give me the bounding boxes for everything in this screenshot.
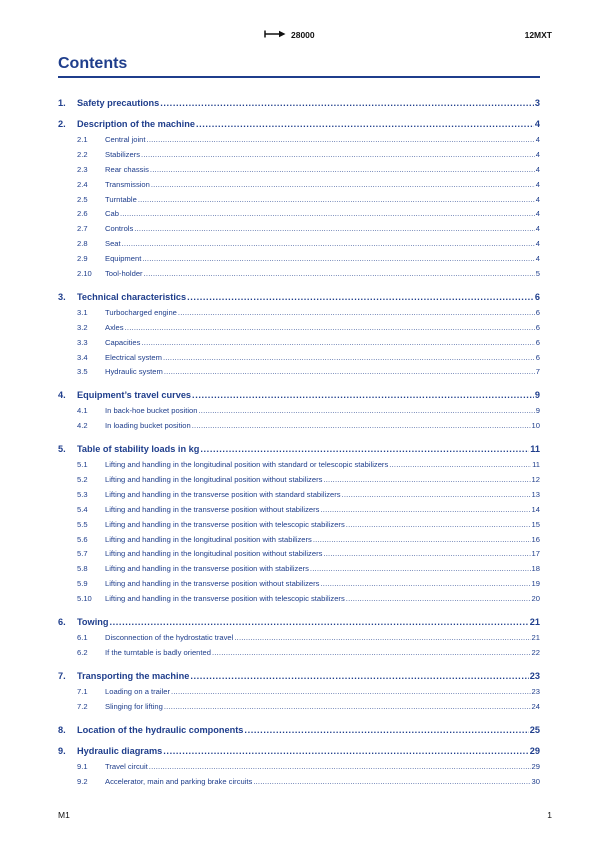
toc-section-entry[interactable] (58, 119, 540, 132)
toc-leader-dots (323, 475, 530, 484)
toc-page-number: 4 (535, 254, 540, 264)
toc-section-entry[interactable] (58, 292, 540, 305)
toc-leader-dots (253, 777, 530, 786)
toc-subsection-title: Lifting and handling in the transverse position with telescopic stabilizers (105, 519, 345, 529)
toc-leader-dots (142, 254, 534, 263)
toc-subsection-title: Lifting and handling in the transverse position without stabilizers (105, 504, 320, 514)
toc-subsection-entry[interactable] (58, 353, 540, 368)
toc-leader-dots (187, 292, 534, 302)
toc-section-entry[interactable] (58, 671, 540, 684)
toc-section-number: 1. (58, 98, 66, 108)
toc-page-number: 4 (535, 209, 540, 219)
toc-subsection-number: 3.2 (77, 322, 88, 332)
toc-leader-dots (346, 520, 531, 529)
toc-leader-dots (163, 353, 535, 362)
toc-section-number: 2. (58, 119, 66, 129)
toc-subsection-title: Turntable (105, 194, 137, 204)
toc-section (58, 390, 540, 436)
toc-subsection-title: Electrical system (105, 352, 162, 362)
toc-subsection-entry[interactable] (58, 323, 540, 338)
toc-page-number: 9 (534, 390, 540, 401)
toc-leader-dots (342, 490, 531, 499)
toc-subsection-entry[interactable] (58, 269, 540, 284)
arrow-to-bar-icon (264, 30, 286, 40)
toc-leader-dots (320, 505, 530, 514)
toc-subsection-entry[interactable] (58, 180, 540, 195)
toc-page-number: 4 (535, 194, 540, 204)
toc-subsection-entry[interactable] (58, 633, 540, 648)
toc-subsection-number: 5.6 (77, 534, 88, 544)
toc-leader-dots (200, 444, 529, 454)
toc-subsection-title: Axles (105, 322, 124, 332)
toc-section (58, 119, 540, 284)
toc-page-number: 7 (535, 367, 540, 377)
toc-subsection-title: Slinging for lifting (105, 701, 163, 711)
toc-page-number: 6 (535, 307, 540, 317)
toc-leader-dots (212, 648, 531, 657)
toc-leader-dots (171, 687, 531, 696)
toc-subsection-title: Rear chassis (105, 164, 149, 174)
toc-page-number: 22 (531, 647, 540, 657)
toc-subsection-number: 5.3 (77, 489, 88, 499)
toc-leader-dots (389, 460, 531, 469)
toc-page-number: 6 (535, 352, 540, 362)
toc-subsection-entry[interactable] (58, 224, 540, 239)
toc-subsection-entry[interactable] (58, 648, 540, 663)
toc-leader-dots (198, 406, 534, 415)
toc-subsection-entry[interactable] (58, 209, 540, 224)
toc-subsection-number: 5.10 (77, 594, 92, 604)
toc-section-title: Transporting the machine (77, 670, 190, 681)
toc-subsection-title: Lifting and handling in the transverse position with telescopic stabilizers (105, 594, 345, 604)
toc-subsection-number: 2.5 (77, 194, 88, 204)
toc-page-number: 30 (531, 776, 540, 786)
toc-subsection-number: 2.9 (77, 254, 88, 264)
toc-subsection-number: 5.4 (77, 504, 88, 514)
toc-leader-dots (122, 239, 535, 248)
toc-page-number: 9 (535, 406, 540, 416)
toc-subsection-entry[interactable] (58, 195, 540, 210)
toc-section-number: 6. (58, 617, 66, 628)
toc-subsection-entry[interactable] (58, 135, 540, 150)
toc-subsection-entry[interactable] (58, 239, 540, 254)
toc-subsection-title: Lifting and handling in the longitudinal position with stabilizers (105, 534, 312, 544)
toc-subsection-number: 2.6 (77, 209, 88, 219)
toc-subsection-number: 3.3 (77, 337, 88, 347)
toc-leader-dots (141, 150, 535, 159)
toc-subsection-title: In back-hoe bucket position (105, 406, 198, 416)
toc-section (58, 725, 540, 738)
toc-subsection-entry[interactable] (58, 702, 540, 717)
toc-leader-dots (346, 594, 531, 603)
toc-leader-dots (109, 617, 528, 627)
toc-section (58, 292, 540, 382)
toc-page-number: 13 (531, 489, 540, 499)
toc-leader-dots (149, 762, 531, 771)
toc-leader-dots (323, 549, 530, 558)
toc-page-number: 6 (535, 337, 540, 347)
toc-section-number: 9. (58, 745, 66, 756)
toc-subsection-number: 9.1 (77, 761, 88, 771)
toc-leader-dots (164, 702, 531, 711)
toc-subsection-entry[interactable] (58, 505, 540, 520)
toc-section (58, 98, 540, 111)
toc-subsection-number: 7.1 (77, 686, 88, 696)
toc-leader-dots (150, 165, 535, 174)
toc-subsection-title: Lifting and handling in the transverse position with stabilizers (105, 564, 309, 574)
toc-section-entry[interactable] (58, 390, 540, 403)
toc-subsection-title: Lifting and handling in the longitudinal position without stabilizers (105, 475, 323, 485)
toc-page-number: 10 (531, 421, 540, 431)
toc-page-number: 4 (535, 164, 540, 174)
toc-section-number: 3. (58, 291, 66, 302)
toc-page-number: 4 (535, 179, 540, 189)
toc-subsection-number: 6.2 (77, 647, 88, 657)
toc-subsection-number: 3.5 (77, 367, 88, 377)
model-name: 12MXT (524, 30, 552, 40)
toc-subsection-number: 3.1 (77, 307, 88, 317)
toc-section-title: Hydraulic diagrams (77, 745, 163, 756)
toc-subsection-number: 5.2 (77, 475, 88, 485)
toc-subsection-title: If the turntable is badly oriented (105, 647, 211, 657)
toc-leader-dots (151, 180, 535, 189)
toc-page-number: 14 (531, 504, 540, 514)
toc-subsection-title: Turbocharged engine (105, 307, 177, 317)
toc-leader-dots (144, 269, 535, 278)
toc-subsection-title: In loading bucket position (105, 421, 191, 431)
toc-subsection-number: 2.2 (77, 149, 88, 159)
toc-leader-dots (320, 579, 530, 588)
toc-subsection-entry[interactable] (58, 564, 540, 579)
toc-page-number: 5 (535, 269, 540, 279)
toc-subsection-number: 9.2 (77, 776, 88, 786)
toc-section-entry[interactable] (58, 746, 540, 759)
toc-subsection-entry[interactable] (58, 254, 540, 269)
toc-leader-dots (147, 135, 535, 144)
toc-subsection-entry[interactable] (58, 535, 540, 550)
toc-section-entry[interactable] (58, 725, 540, 738)
toc-section-number: 5. (58, 444, 66, 455)
toc-subsection-number: 2.3 (77, 164, 88, 174)
toc-leader-dots (163, 746, 528, 756)
toc-subsection-title: Lifting and handling in the longitudinal position without stabilizers (105, 549, 323, 559)
toc-subsection-number: 6.1 (77, 633, 88, 643)
toc-page-number: 4 (535, 135, 540, 144)
toc-leader-dots (141, 338, 534, 347)
toc-section-title: Table of stability loads in kg (77, 444, 200, 455)
toc-section-title: Equipment’s travel curves (77, 390, 192, 401)
toc-leader-dots (134, 224, 534, 233)
toc-subsection-number: 7.2 (77, 701, 88, 711)
toc-subsection-number: 3.4 (77, 352, 88, 362)
table-of-contents (58, 98, 540, 799)
toc-subsection-number: 4.2 (77, 421, 88, 431)
toc-subsection-entry[interactable] (58, 475, 540, 490)
toc-subsection-entry[interactable] (58, 579, 540, 594)
toc-section-entry[interactable] (58, 617, 540, 630)
toc-leader-dots (313, 535, 531, 544)
toc-subsection-title: Travel circuit (105, 761, 148, 771)
toc-subsection-title: Cab (105, 209, 119, 219)
toc-subsection-entry[interactable] (58, 460, 540, 475)
toc-leader-dots (160, 98, 534, 108)
toc-subsection-entry[interactable] (58, 308, 540, 323)
toc-subsection-title: Central joint (105, 135, 146, 144)
toc-page-number: 11 (530, 444, 540, 455)
toc-subsection-title: Transmission (105, 179, 150, 189)
toc-page-number: 4 (535, 149, 540, 159)
toc-leader-dots (244, 725, 528, 735)
toc-leader-dots (196, 119, 534, 129)
toc-subsection-number: 2.1 (77, 135, 88, 144)
toc-leader-dots (138, 195, 535, 204)
toc-leader-dots (178, 308, 535, 317)
toc-subsection-title: Hydraulic system (105, 367, 163, 377)
toc-section-title: Description of the machine (77, 119, 195, 129)
toc-section (58, 617, 540, 663)
toc-leader-dots (164, 367, 535, 376)
toc-leader-dots (192, 421, 531, 430)
toc-section-title: Towing (77, 617, 109, 628)
toc-subsection-entry[interactable] (58, 687, 540, 702)
toc-section-entry[interactable] (58, 98, 540, 111)
page-title: Contents (58, 55, 128, 72)
toc-page-number: 29 (531, 761, 540, 771)
toc-subsection-title: Loading on a trailer (105, 686, 171, 696)
toc-section-number: 4. (58, 390, 66, 401)
toc-page-number: 21 (529, 617, 540, 628)
toc-section (58, 444, 540, 609)
toc-page-number: 18 (531, 564, 540, 574)
toc-section-title: Technical characteristics (77, 291, 187, 302)
toc-subsection-title: Disconnection of the hydrostatic travel (105, 633, 234, 643)
toc-subsection-number: 2.7 (77, 224, 88, 234)
toc-subsection-title: Seat (105, 239, 121, 249)
toc-page-number: 24 (531, 701, 540, 711)
toc-page-number: 6 (534, 291, 540, 302)
toc-subsection-number: 2.8 (77, 239, 88, 249)
toc-subsection-entry[interactable] (58, 520, 540, 535)
toc-subsection-title: Lifting and handling in the transverse position with standard stabilizers (105, 489, 341, 499)
toc-subsection-entry[interactable] (58, 367, 540, 382)
toc-page-number: 21 (531, 633, 540, 643)
toc-page-number: 23 (531, 686, 540, 696)
toc-subsection-number: 4.1 (77, 406, 88, 416)
toc-leader-dots (310, 564, 531, 573)
toc-leader-dots (190, 671, 528, 681)
toc-leader-dots (234, 633, 530, 642)
toc-subsection-title: Lifting and handling in the longitudinal position with standard or telescopic stabilizers (105, 460, 389, 470)
toc-subsection-title: Controls (105, 224, 134, 234)
toc-page-number: 3 (534, 98, 540, 108)
toc-page-number: 4 (534, 119, 540, 129)
toc-subsection-entry[interactable] (58, 490, 540, 505)
toc-subsection-number: 5.8 (77, 564, 88, 574)
toc-section-number: 7. (58, 670, 66, 681)
toc-page-number: 4 (535, 239, 540, 249)
page-footer (58, 810, 552, 820)
footer-page-number: 1 (547, 810, 552, 820)
toc-page-number: 6 (535, 322, 540, 332)
toc-subsection-number: 5.7 (77, 549, 88, 559)
toc-subsection-entry[interactable] (58, 338, 540, 353)
serial-number-value: 28000 (291, 30, 315, 40)
toc-subsection-title: Capacities (105, 337, 141, 347)
toc-page-number: 15 (531, 519, 540, 529)
toc-page-number: 25 (529, 724, 540, 735)
toc-subsection-number: 5.9 (77, 579, 88, 589)
toc-subsection-entry[interactable] (58, 165, 540, 180)
toc-section-number: 8. (58, 724, 66, 735)
toc-subsection-title: Equipment (105, 254, 142, 264)
toc-page-number: 29 (529, 745, 540, 756)
toc-subsection-number: 2.4 (77, 179, 88, 189)
toc-page-number: 20 (531, 594, 540, 604)
toc-subsection-number: 2.10 (77, 269, 92, 279)
toc-subsection-entry[interactable] (58, 777, 540, 792)
serial-number (264, 30, 315, 40)
toc-subsection-title: Stabilizers (105, 149, 141, 159)
toc-subsection-entry[interactable] (58, 421, 540, 436)
toc-subsection-entry[interactable] (58, 406, 540, 421)
toc-page-number: 23 (529, 670, 540, 681)
toc-section (58, 671, 540, 717)
toc-subsection-entry[interactable] (58, 549, 540, 564)
toc-subsection-number: 5.1 (77, 460, 88, 470)
toc-subsection-title: Accelerator, main and parking brake circuits (105, 776, 253, 786)
toc-section (58, 746, 540, 792)
toc-subsection-entry[interactable] (58, 762, 540, 777)
footer-section-code: M1 (58, 810, 70, 820)
toc-page-number: 12 (531, 475, 540, 485)
toc-page-number: 16 (531, 534, 540, 544)
toc-leader-dots (120, 209, 535, 218)
toc-page-number: 19 (531, 579, 540, 589)
toc-section-entry[interactable] (58, 444, 540, 457)
toc-page-number: 17 (531, 549, 540, 559)
toc-section-title: Location of the hydraulic components (77, 724, 244, 735)
toc-section-title: Safety precautions (77, 98, 160, 108)
toc-page-number: 4 (535, 224, 540, 234)
title-rule (58, 76, 540, 78)
toc-page-number: 11 (532, 460, 540, 470)
toc-subsection-entry[interactable] (58, 150, 540, 165)
toc-subsection-entry[interactable] (58, 594, 540, 609)
toc-subsection-title: Lifting and handling in the transverse position without stabilizers (105, 579, 320, 589)
toc-subsection-number: 5.5 (77, 519, 88, 529)
page-header (0, 30, 596, 44)
toc-leader-dots (192, 390, 534, 400)
toc-subsection-title: Tool-holder (105, 269, 143, 279)
toc-leader-dots (125, 323, 535, 332)
